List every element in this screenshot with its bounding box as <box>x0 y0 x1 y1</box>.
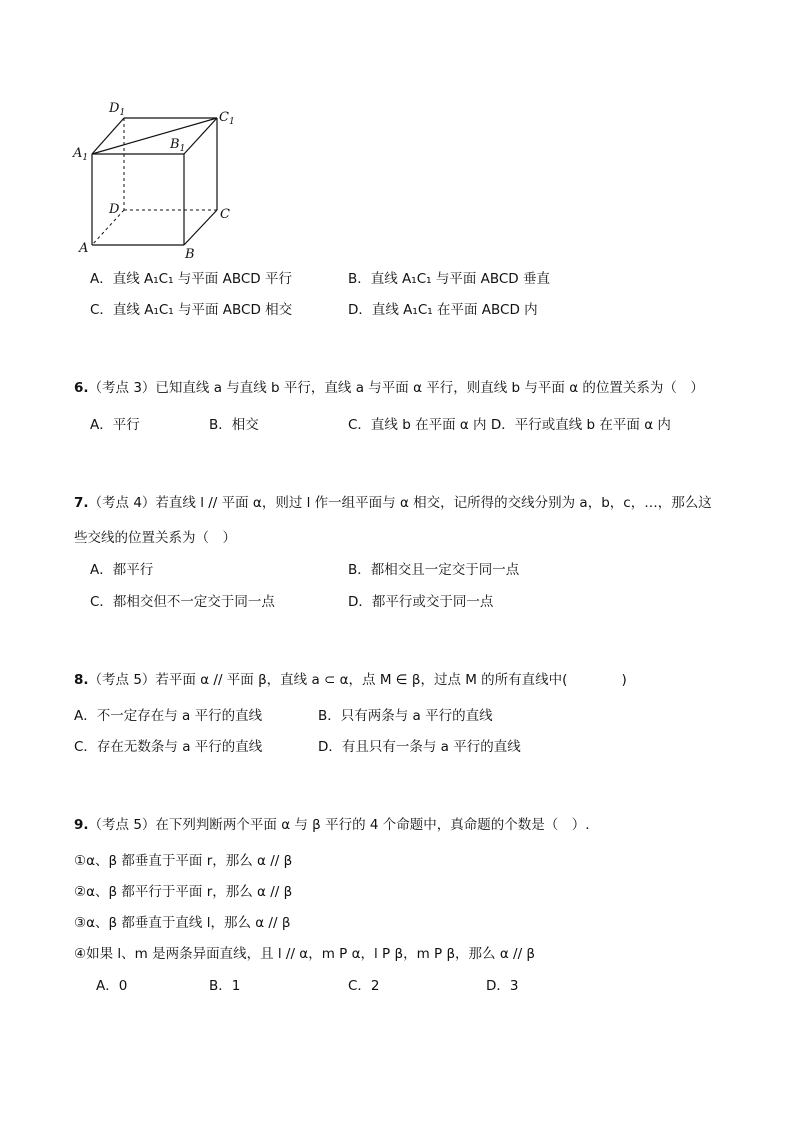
q8-number: 8. <box>74 672 89 688</box>
q9-proposition-1: ①α、β 都垂直于平面 r，那么 α // β <box>74 853 293 869</box>
q8-option-b: B．只有两条与 a 平行的直线 <box>318 708 493 724</box>
label-A1: $A_1$ <box>73 146 89 163</box>
edge-A1-D1 <box>92 118 124 154</box>
q9-option-c: C．2 <box>348 978 380 994</box>
label-A: A <box>79 241 89 256</box>
q7-text: （考点 4）若直线 l // 平面 α，则过 l 作一组平面与 α 相交，记所得的交线分别为 a，b，c，…，那么这 <box>88 495 712 511</box>
q6-text: （考点 3）已知直线 a 与直线 b 平行，直线 a 与平面 α 平行，则直线 b 与平面 α 的位置关系为（ ） <box>88 380 704 396</box>
label-B1: $B_1$ <box>170 137 186 154</box>
q7-stem-line2: 些交线的位置关系为（ ） <box>74 530 236 546</box>
q9-stem <box>74 816 590 834</box>
q6-option-cd: C．直线 b 在平面 α 内 D．平行或直线 b 在平面 α 内 <box>348 417 671 433</box>
edge-C1-B1 <box>184 118 217 154</box>
q7-number: 7. <box>74 495 89 511</box>
label-C: C <box>220 207 230 222</box>
q9-option-d: D．3 <box>486 978 519 994</box>
q9-number: 9. <box>74 817 89 833</box>
edge-C-B <box>184 210 217 245</box>
q8-stem <box>74 671 627 689</box>
q9-option-b: B．1 <box>209 978 241 994</box>
q5-option-c: C．直线 A₁C₁ 与平面 ABCD 相交 <box>90 302 293 318</box>
q9-proposition-4: ④如果 l、m 是两条异面直线，且 l // α，m P α，l P β，m P β，那么 α // β <box>74 946 536 962</box>
q7-option-a: A．都平行 <box>90 562 154 578</box>
label-C1: $C_1$ <box>219 110 235 127</box>
q9-text: （考点 5）在下列判断两个平面 α 与 β 平行的 4 个命题中，真命题的个数是（ ）. <box>88 817 590 833</box>
q7-stem-line1 <box>74 494 712 512</box>
q6-stem <box>74 379 704 397</box>
q5-option-a: A．直线 A₁C₁ 与平面 ABCD 平行 <box>90 271 292 287</box>
q8-option-a: A．不一定存在与 a 平行的直线 <box>74 708 263 724</box>
q6-option-a: A．平行 <box>90 417 140 433</box>
q8-text: （考点 5）若平面 α // 平面 β，直线 a ⊂ α，点 M ∈ β，过点 M 的所有直线中( ) <box>88 672 627 688</box>
q9-option-a: A．0 <box>96 978 128 994</box>
q7-option-c: C．都相交但不一定交于同一点 <box>90 594 275 610</box>
diagonal-A1-C1 <box>92 118 217 154</box>
label-B: B <box>185 247 195 262</box>
q9-proposition-3: ③α、β 都垂直于直线 l，那么 α // β <box>74 915 291 931</box>
q5-option-b: B．直线 A₁C₁ 与平面 ABCD 垂直 <box>348 271 550 287</box>
q7-option-d: D．都平行或交于同一点 <box>348 594 494 610</box>
label-D: D <box>109 202 120 217</box>
q6-number: 6. <box>74 380 89 396</box>
q5-option-d: D．直线 A₁C₁ 在平面 ABCD 内 <box>348 302 538 318</box>
q9-proposition-2: ②α、β 都平行于平面 r，那么 α // β <box>74 884 293 900</box>
q6-option-b: B．相交 <box>209 417 259 433</box>
q8-option-c: C．存在无数条与 a 平行的直线 <box>74 739 263 755</box>
q7-option-b: B．都相交且一定交于同一点 <box>348 562 520 578</box>
label-D1: $D_1$ <box>109 101 126 118</box>
q8-option-d: D．有且只有一条与 a 平行的直线 <box>318 739 521 755</box>
